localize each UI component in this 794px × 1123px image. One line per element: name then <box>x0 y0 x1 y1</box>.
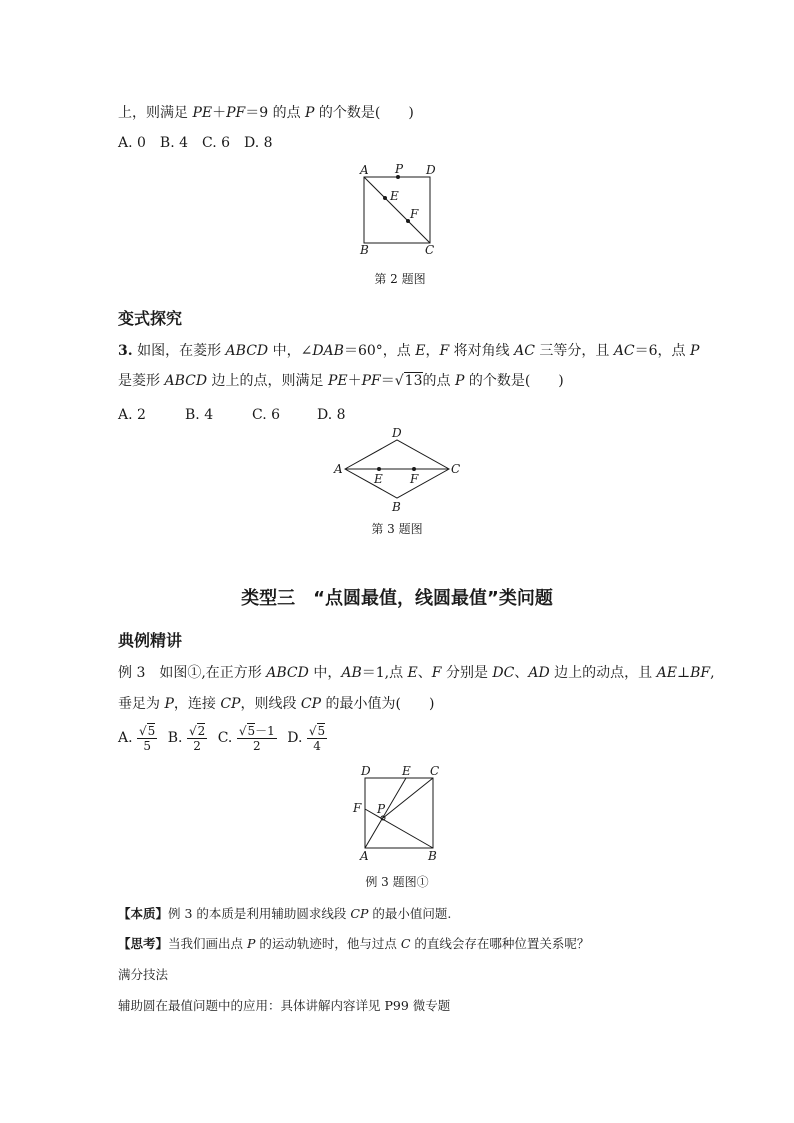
q3-label: C <box>451 462 461 476</box>
ex3-label: C <box>430 764 440 778</box>
section-heading-example: 典例精讲 <box>118 631 183 650</box>
q3-stem-line-1 <box>118 341 699 361</box>
q2-label: D <box>426 163 436 177</box>
q3-var: F <box>439 343 450 359</box>
frac-num: √5－1 <box>238 723 275 738</box>
q3-point-e <box>377 467 381 471</box>
ex3-var: AB <box>341 665 362 681</box>
q3-label: E <box>374 472 383 486</box>
frac-den: 4 <box>313 738 321 753</box>
q3-label: A <box>334 462 343 476</box>
ex3-option-d-label: D. <box>287 730 303 746</box>
q3-point-f <box>412 467 416 471</box>
q2-text: 上，则满足 <box>118 105 193 121</box>
q3-label: D <box>392 426 402 440</box>
think-line <box>118 934 589 954</box>
ex3-label: P <box>377 802 386 816</box>
essence-tag: 【本质】 <box>118 906 169 921</box>
frac-num-value: 2 <box>197 723 206 738</box>
q3-var: DAB <box>312 343 344 359</box>
q2-label: F <box>410 207 419 221</box>
q2-diagonal <box>364 177 430 243</box>
ex3-label: F <box>353 801 362 815</box>
ex3-figure <box>350 762 450 867</box>
frac-num-value: 5 <box>147 723 156 738</box>
q2-text: ＋ <box>212 105 227 121</box>
q2-var: PF <box>226 105 246 121</box>
q2-stem-line <box>118 103 414 123</box>
think-text: 当我们画出点 <box>168 936 247 951</box>
frac-den: 2 <box>193 738 201 753</box>
ex3-text: 、 <box>417 665 432 681</box>
ex3-option-c-fraction <box>237 724 277 753</box>
ex3-var: CP <box>220 696 241 712</box>
q2-label: B <box>360 243 369 257</box>
q2-var: PE <box>192 105 213 121</box>
q3-text: 的点 <box>422 373 455 389</box>
q3-text: 三等分，且 <box>534 343 614 359</box>
q3-text: 是菱形 <box>118 373 165 389</box>
ex3-text: 中， <box>308 665 342 681</box>
think-text: 的运动轨迹时，他与过点 <box>255 936 401 951</box>
q3-text: ＝ <box>380 373 395 389</box>
frac-den: 2 <box>252 738 261 753</box>
q2-figure <box>350 160 450 260</box>
ex3-stem-line-1 <box>118 663 715 683</box>
q2-label: P <box>395 162 404 176</box>
q3-var: P <box>454 373 465 389</box>
frac-den: 5 <box>143 738 151 753</box>
q2-text: 的个数是( ) <box>314 105 414 121</box>
q3-text: ＝6，点 <box>634 343 690 359</box>
q3-caption: 第 3 题图 <box>371 522 423 536</box>
q3-var: P <box>690 343 700 359</box>
ex3-var: ABCD <box>266 665 309 681</box>
ex3-var: DC <box>492 665 515 681</box>
frac-num-value: 5 <box>317 723 326 738</box>
ex3-options <box>118 722 327 754</box>
ex3-label: B <box>428 849 437 863</box>
ex3-label: E <box>402 764 411 778</box>
q3-number: 3. <box>118 343 133 359</box>
frac-num-rest: －1 <box>255 723 275 738</box>
essence-text: 的最小值问题. <box>368 906 452 921</box>
q3-label: F <box>410 472 419 486</box>
q3-var: PF <box>361 373 381 389</box>
q3-var: ABCD <box>164 373 208 389</box>
ex3-option-b-fraction <box>187 724 207 753</box>
q3-text: 中，∠ <box>268 343 313 359</box>
think-var: P <box>247 936 256 951</box>
sqrt-sign: √ <box>394 373 404 389</box>
ex3-var: E <box>407 665 418 681</box>
ex3-text: 垂足为 <box>118 696 165 712</box>
section-heading-variant: 变式探究 <box>118 309 183 328</box>
q3-text: ＝60°，点 <box>343 343 416 359</box>
q3-var: AC <box>613 343 635 359</box>
frac-num: √5 <box>139 723 156 738</box>
frac-num-value: 5 <box>247 723 256 738</box>
essence-line <box>118 904 451 924</box>
ex3-text: 、 <box>514 665 529 681</box>
ex3-segment-bf <box>365 809 433 848</box>
q3-option-b: B. 4 <box>185 407 214 423</box>
ex3-text: 分别是 <box>441 665 493 681</box>
ex3-segment-cp <box>383 778 433 818</box>
frac-num: √2 <box>188 723 206 738</box>
q2-options: A. 0 B. 4 C. 6 D. 8 <box>118 135 273 151</box>
ex3-label: 例 3 <box>118 665 146 681</box>
q3-text: 的个数是( ) <box>464 373 564 389</box>
q2-text: ＝9 的点 <box>245 105 306 121</box>
ex3-text: 如图①,在正方形 <box>145 665 267 681</box>
q3-var: AC <box>514 343 535 359</box>
type-heading: 类型三 “点圆最值，线圆最值”类问题 <box>241 588 553 609</box>
q3-option-c: C. 6 <box>252 407 281 423</box>
ex3-var: AD <box>528 665 550 681</box>
ex3-stem-line-2 <box>118 694 434 714</box>
q3-text: 如图，在菱形 <box>132 343 226 359</box>
ex3-var: P <box>164 696 174 712</box>
think-text: 的直线会存在哪种位置关系呢？ <box>410 936 590 951</box>
ex3-option-a-label: A. <box>118 730 133 746</box>
ex3-option-c-label: C. <box>217 730 233 746</box>
q2-caption: 第 2 题图 <box>374 272 426 286</box>
ex3-var: F <box>431 665 442 681</box>
q3-text: 将对角线 <box>449 343 515 359</box>
ex3-label: D <box>361 764 371 778</box>
q3-option-d: D. 8 <box>317 407 346 423</box>
ex3-text: ⊥ <box>676 665 691 681</box>
ex3-text: ，连接 <box>173 696 221 712</box>
ex3-option-a-fraction <box>137 724 157 753</box>
q3-option-a: A. 2 <box>118 407 146 423</box>
method-title: 满分技法 <box>118 967 169 982</box>
method-text: 辅助圆在最值问题中的应用：具体讲解内容详见 P99 微专题 <box>118 998 451 1013</box>
ex3-square <box>365 778 433 848</box>
q3-var: PE <box>327 373 348 389</box>
q3-text: ＋ <box>347 373 362 389</box>
q2-label: E <box>390 189 399 203</box>
essence-text: 例 3 的本质是利用辅助圆求线段 <box>168 906 351 921</box>
q3-sqrt-value: 13 <box>404 373 423 389</box>
essence-var: CP <box>350 906 369 921</box>
ex3-option-d-fraction <box>307 724 327 753</box>
ex3-var: BF <box>690 665 711 681</box>
ex3-text: 的最小值为( ) <box>321 696 435 712</box>
q2-point-e <box>383 196 387 200</box>
q3-var: E <box>415 343 426 359</box>
think-var: C <box>400 936 411 951</box>
frac-num: √5 <box>308 723 326 738</box>
ex3-option-b-label: B. <box>167 730 183 746</box>
q3-figure <box>330 425 470 515</box>
q3-label: B <box>392 500 401 514</box>
ex3-var: CP <box>300 696 322 712</box>
q2-label: A <box>360 163 369 177</box>
ex3-text: ＝1,点 <box>361 665 408 681</box>
q3-text: 边上的点，则满足 <box>207 373 328 389</box>
ex3-text: 边上的动点，且 <box>549 665 657 681</box>
ex3-caption: 例 3 题图① <box>365 875 429 889</box>
q3-stem-line-2 <box>118 371 564 391</box>
q2-var: P <box>305 105 315 121</box>
ex3-label: A <box>360 849 369 863</box>
q3-var: ABCD <box>225 343 269 359</box>
q3-text: ， <box>425 343 440 359</box>
q2-label: C <box>425 243 435 257</box>
ex3-var: AE <box>656 665 677 681</box>
think-tag: 【思考】 <box>118 936 169 951</box>
ex3-text: ，则线段 <box>240 696 301 712</box>
ex3-text: , <box>710 665 715 681</box>
